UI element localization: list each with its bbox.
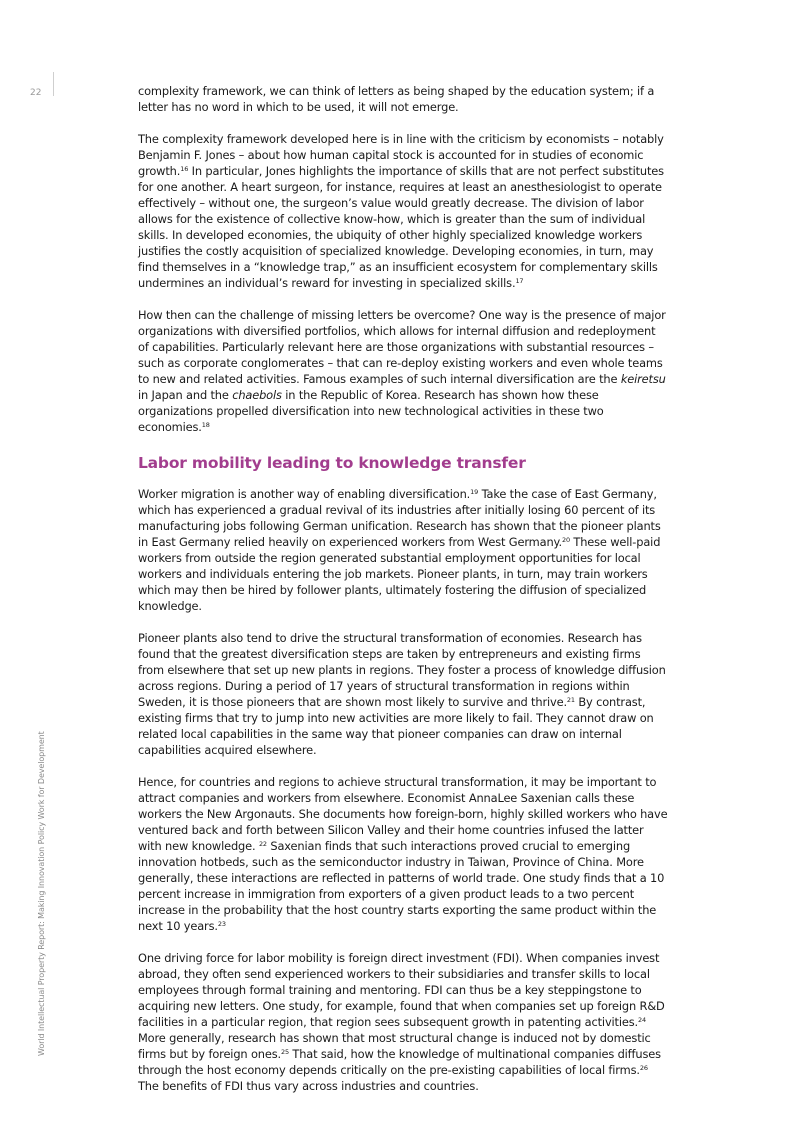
paragraph: Pioneer plants also tend to drive the structural transformation of economies. Research has found that the greatest diversification steps are taken by entrepreneurs and existing firms from elsewhere that set up new plants in regions. They foster a process of knowledge diffusion across regions. During a period of 17 years of structural transformation in regions within Sweden, it is those pioneers that are shown most likely to survive and thrive.$^{21}$ By contrast, existing firms that try to jump into new activities are more likely to fail. They cannot draw on related local capabilities in the same way that pioneer companies can draw on internal capabilities acquired elsewhere. (138, 631, 666, 757)
footnote-ref[interactable]: 20 (561, 536, 570, 544)
paragraph: The complexity framework developed here is in line with the criticism by economists – notably Benjamin F. Jones – about how human capital stock is accounted for in studies of economic growth.$^{16}$ In particular, Jones highlights the importance of skills that are not perfect substitutes for one another. A heart surgeon, for instance, requires at least an anesthesiologist to operate effectively – without one, the surgeon’s value would greatly decrease. The division of labor allows for the existence of collective know-how, which is greater than the sum of individual skills. In developed economies, the ubiquity of other highly specialized knowledge workers justifies the costly acquisition of specialized knowledge. Developing economies, in turn, may find themselves in a “knowledge trap,” as an insufficient ecosystem for complementary skills undermines an individual’s reward for investing in specialized skills.$^{17}$ (138, 132, 664, 290)
footnote-ref[interactable]: 24 (638, 1016, 646, 1024)
running-footer: World Intellectual Property Report: Making Innovation Policy Work for Development (37, 731, 46, 1056)
footnote-ref[interactable]: 21 (566, 696, 575, 704)
footnote-ref[interactable]: 18 (201, 421, 210, 429)
footnote-ref[interactable]: 17 (515, 277, 524, 285)
footnote-ref[interactable]: 25 (280, 1048, 289, 1056)
footnote-ref[interactable]: 26 (639, 1064, 648, 1072)
paragraph: How then can the challenge of missing letters be overcome? One way is the presence of major organizations with diversified portfolios, which allows for internal diffusion and redeployment of capabilities. Particularly relevant here are those organizations with substantial resources – such as corporate conglomerates – that can re-deploy existing workers and even whole teams to new and related activities. Famous examples of such internal diversification are the keiretsu in Japan and the chaebols in the Republic of Korea. Research has shown how these organizations propelled diversification into new technological activities in these two economies.$^{18}$ (138, 308, 666, 434)
footnote-ref[interactable]: 23 (217, 920, 226, 928)
paragraph: One driving force for labor mobility is foreign direct investment (FDI). When companies invest abroad, they often send experienced workers to their subsidiaries and transfer skills to local employees through formal training and mentoring. FDI can thus be a key steppingstone to acquiring new letters. One study, for example, found that when companies set up foreign R&D facilities in a particular region, that region sees subsequent growth in patenting activities.$^{24}$ More generally, research has shown that most structural change is induced not by domestic firms but by foreign ones.$^{25}$ That said, how the knowledge of multinational companies diffuses through the host economy depends critically on the pre-existing capabilities of local firms.$^{26}$ The benefits of FDI thus vary across industries and countries. (138, 951, 665, 1093)
paragraph: complexity framework, we can think of letters as being shaped by the education system; if a letter has no word in which to be used, it will not emerge. (138, 84, 655, 114)
footnote-ref[interactable]: 16 (180, 165, 189, 173)
body-text (138, 83, 668, 1110)
section-heading: Labor mobility leading to knowledge transfer (138, 454, 526, 472)
paragraph: Hence, for countries and regions to achieve structural transformation, it may be important to attract companies and workers from elsewhere. Economist AnnaLee Saxenian calls these workers the New Argonauts. She documents how foreign-born, highly skilled workers who have ventured back and forth between Silicon Valley and their home countries infused the latter with new knowledge. $^{22}$ Saxenian finds that such interactions proved crucial to emerging innovation hotbeds, such as the semiconductor industry in Taiwan, Province of China. More generally, these interactions are reflected in patterns of world trade. One study finds that a 10 percent increase in immigration from exporters of a given product leads to a two percent increase in the probability that the host country starts exporting the same product within the next 10 years.$^{23}$ (138, 775, 668, 933)
paragraph: Worker migration is another way of enabling diversification.$^{19}$ Take the case of East Germany, which has experienced a gradual revival of its industries after initially losing 60 percent of its manufacturing jobs following German unification. Research has shown that the pioneer plants in East Germany relied heavily on experienced workers from West Germany.$^{20}$ These well-paid workers from outside the region generated substantial employment opportunities for local workers and individuals entering the job markets. Pioneer plants, in turn, may train workers which may then be hired by follower plants, ultimately fostering the diffusion of specialized knowledge. (138, 487, 661, 613)
margin-rule (53, 72, 54, 96)
footnote-ref[interactable]: 22 (258, 840, 267, 848)
footnote-ref[interactable]: 19 (470, 488, 479, 496)
page-number: 22 (30, 88, 42, 98)
